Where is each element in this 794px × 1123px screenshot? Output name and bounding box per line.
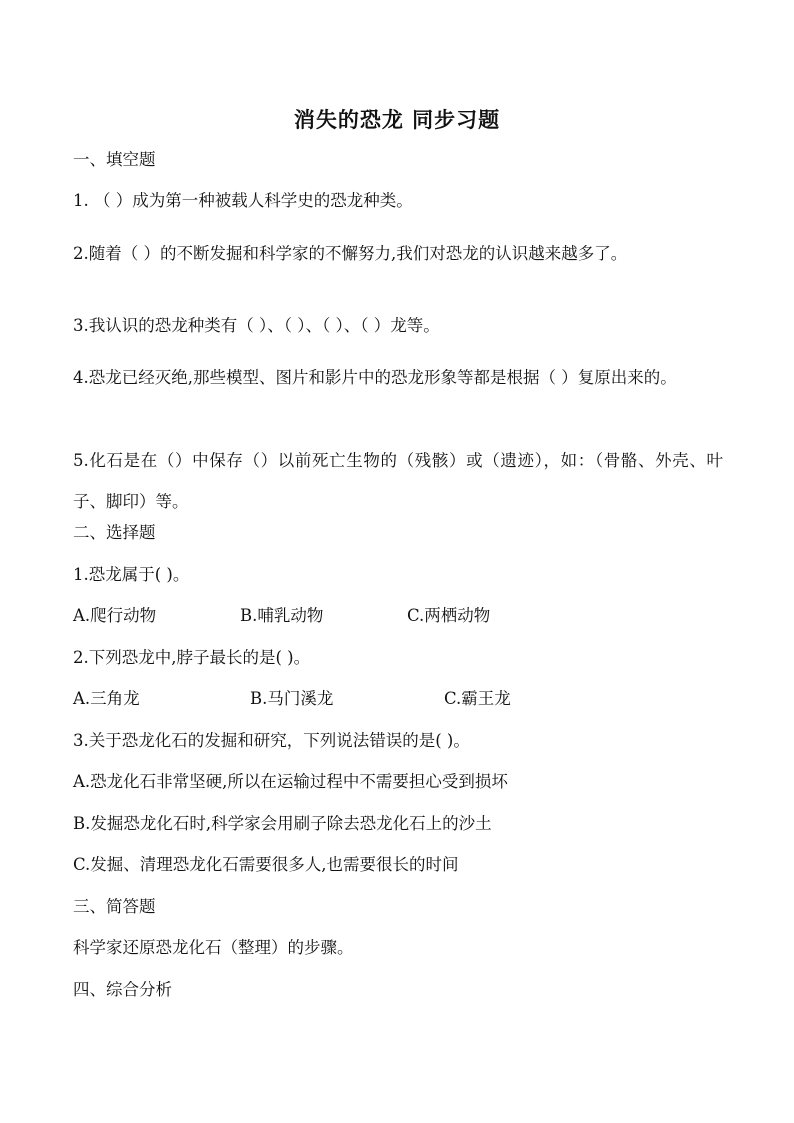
section-heading-choice: 二、选择题 — [73, 523, 156, 542]
choice-question-3-option-a: A.恐龙化石非常坚硬,所以在运输过程中不需要担心受到损坏 — [73, 772, 508, 791]
fill-question-4: 4.恐龙已经灭绝,那些模型、图片和影片中的恐龙形象等都是根据（ ）复原出来的。 — [73, 368, 677, 387]
option-a: A.三角龙 — [73, 689, 140, 708]
fill-question-2: 2.随着（ ）的不断发掘和科学家的不懈努力,我们对恐龙的认识越来越多了。 — [73, 244, 628, 263]
section-heading-fill-in: 一、填空题 — [73, 150, 156, 169]
page-title: 消失的恐龙 同步习题 — [293, 107, 501, 132]
choice-question-1-stem: 1.恐龙属于( )。 — [73, 565, 190, 584]
option-b: B.哺乳动物 — [240, 606, 324, 625]
short-answer-question-1: 科学家还原恐龙化石（整理）的步骤。 — [73, 938, 354, 957]
choice-question-1-options — [73, 606, 723, 626]
section-heading-short-answer: 三、简答题 — [73, 897, 156, 916]
option-b: B.马门溪龙 — [250, 689, 334, 708]
choice-question-2-stem: 2.下列恐龙中,脖子最长的是( )。 — [73, 648, 311, 667]
choice-question-2-options — [73, 689, 723, 709]
section-heading-analysis: 四、综合分析 — [73, 980, 172, 999]
fill-question-1: 1. （ ）成为第一种被载人科学史的恐龙种类。 — [73, 191, 413, 210]
choice-question-3-option-c: C.发掘、清理恐龙化石需要很多人,也需要很长的时间 — [73, 855, 459, 874]
option-c: C.两栖动物 — [407, 606, 491, 625]
choice-question-3-stem: 3.关于恐龙化石的发掘和研究，下列说法错误的是( )。 — [73, 731, 470, 750]
choice-question-3-option-b: B.发掘恐龙化石时,科学家会用刷子除去恐龙化石上的沙土 — [73, 814, 492, 833]
option-c: C.霸王龙 — [444, 689, 511, 708]
option-a: A.爬行动物 — [73, 606, 157, 625]
fill-question-5: 5.化石是在（）中保存（）以前死亡生物的（残骸）或（遗迹），如：（骨骼、外壳、叶子、脚印）等。 — [73, 451, 723, 511]
fill-question-3: 3.我认识的恐龙种类有（ ）、（ ）、（ ）、（ ）龙等。 — [73, 316, 440, 335]
